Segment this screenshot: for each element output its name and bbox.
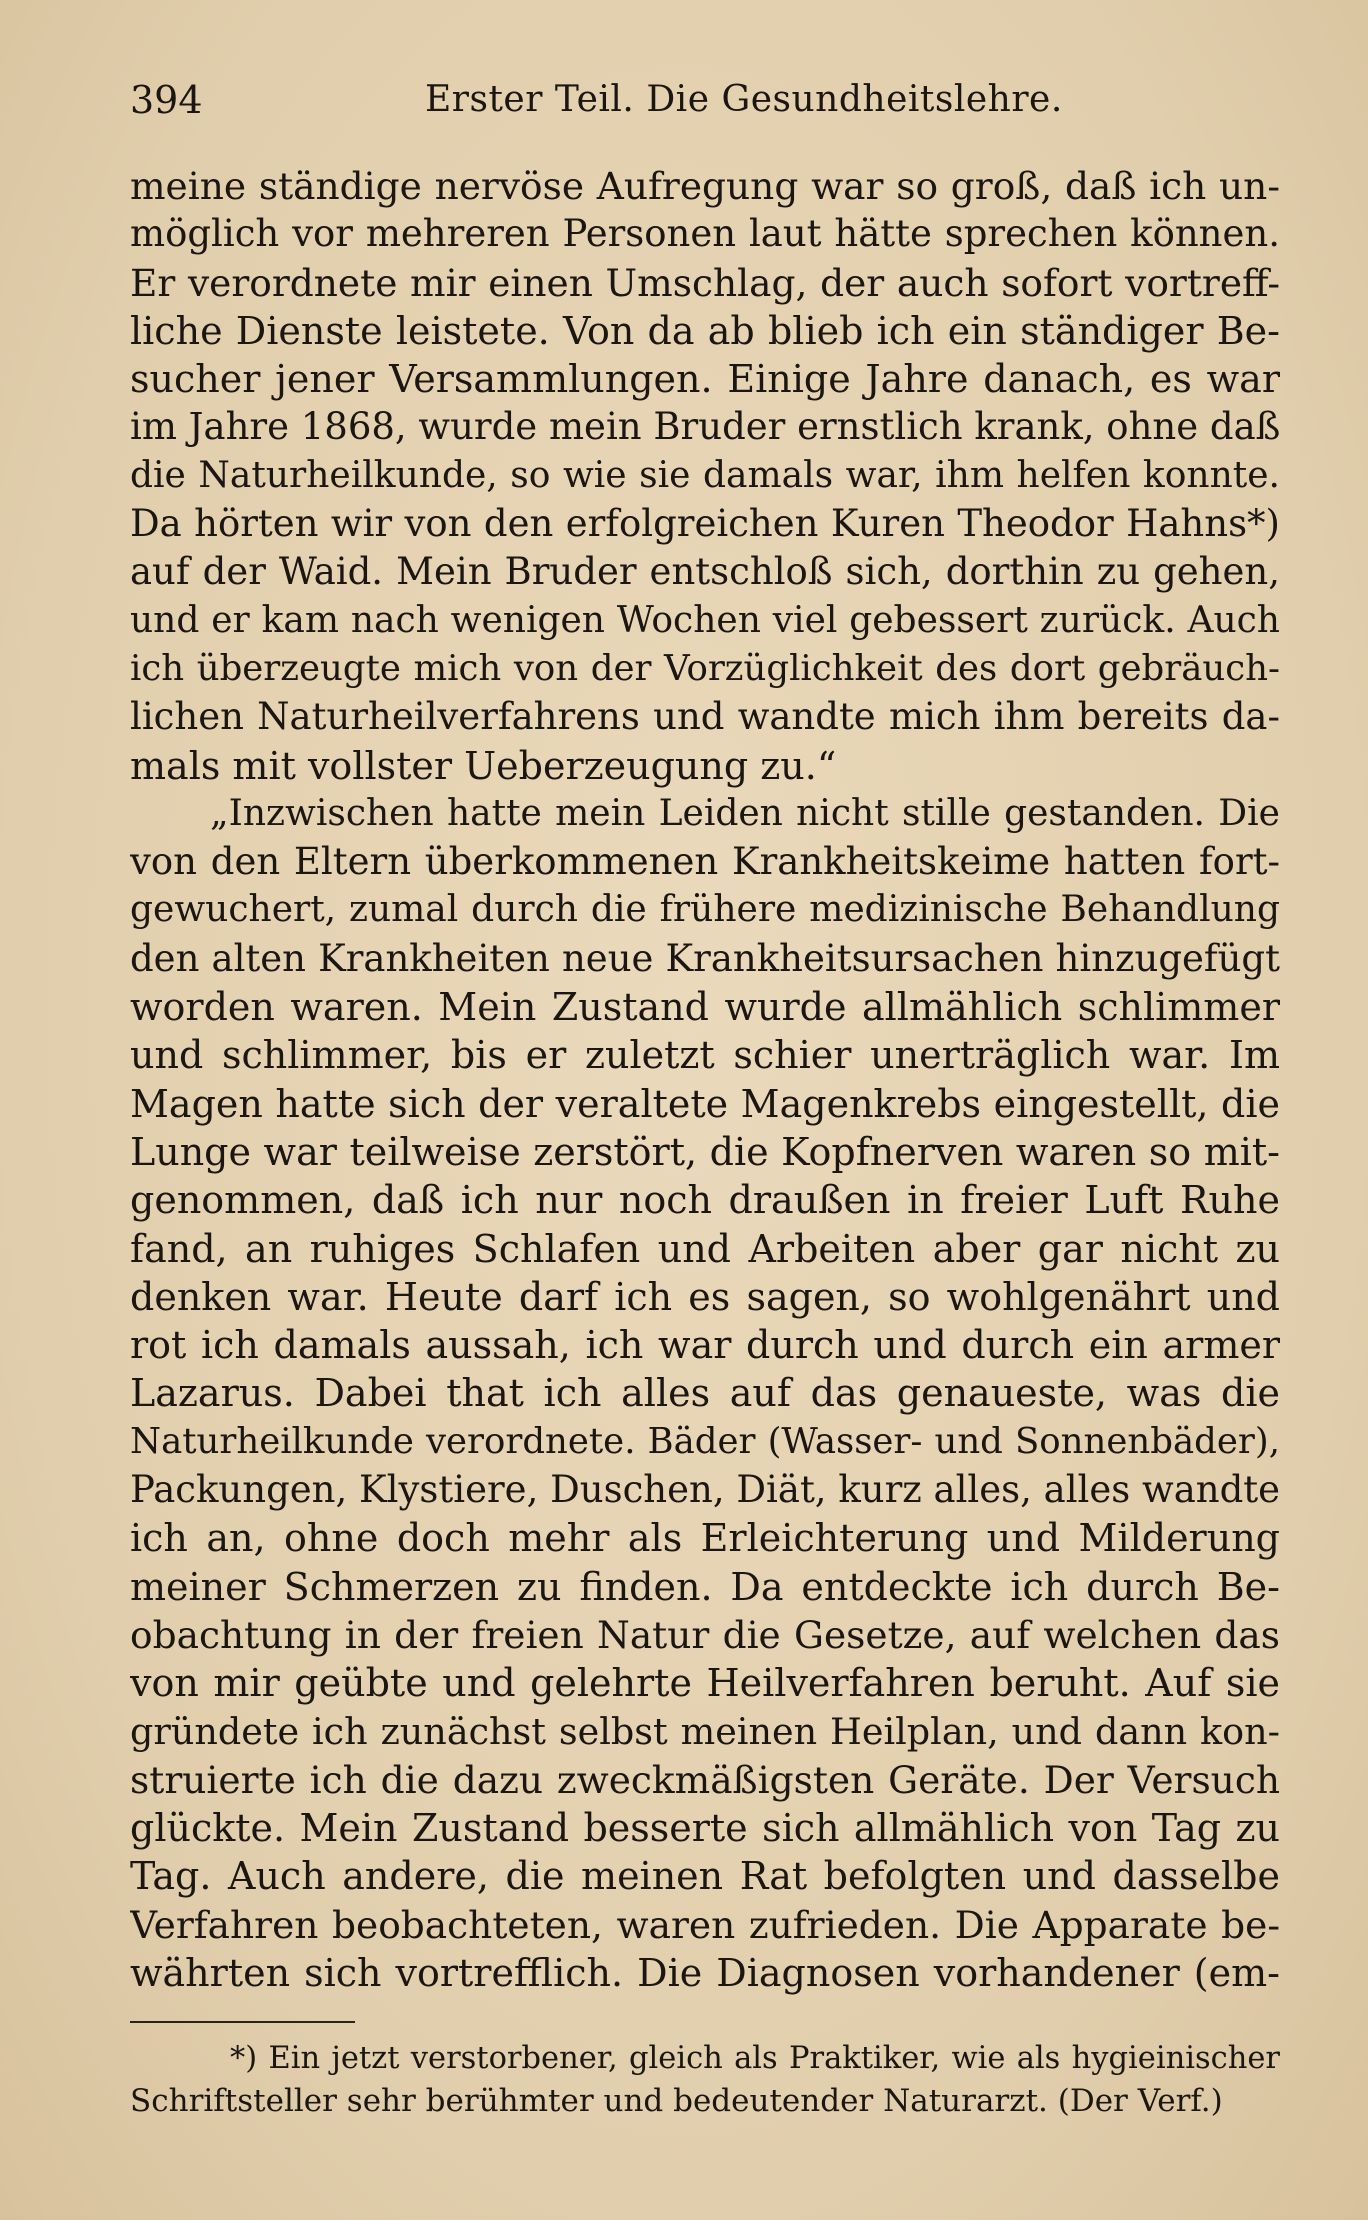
text-line: Er verordnete mir einen Umschlag, der auch sofort vortreff- [130, 260, 1280, 305]
text-line: Magen hatte sich der veraltete Magenkrebs eingestellt, die [130, 1081, 1280, 1126]
text-line: Lazarus. Dabei that ich alles auf das genaueste, was die [130, 1371, 1280, 1416]
text-line: die Naturheilkunde, so wie sie damals war, ihm helfen konnte. [130, 454, 1280, 496]
footnote-rule [130, 2021, 355, 2023]
text-line: sucher jener Versammlungen. Einige Jahre danach, es war [130, 357, 1280, 402]
body-text [130, 162, 1280, 1997]
text-line: struierte ich die dazu zweckmäßigsten Geräte. Der Versuch [130, 1757, 1280, 1802]
text-line: gründete ich zunächst selbst meinen Heilplan, und dann kon- [130, 1709, 1280, 1753]
text-line: im Jahre 1868, wurde mein Bruder ernstlich krank, ohne daß [130, 405, 1280, 449]
text-line: fand, an ruhiges Schlafen und Arbeiten aber gar nicht zu [130, 1226, 1280, 1271]
text-line: von den Eltern überkommenen Krankheitskeime hatten fort- [130, 840, 1280, 884]
text-line: Packungen, Klystiere, Duschen, Diät, kurz alles, alles wandte [130, 1468, 1280, 1512]
text-line: Da hörten wir von den erfolgreichen Kuren Theodor Hahns*) [130, 502, 1280, 546]
text-line: möglich vor mehreren Personen laut hätte sprechen können. [130, 212, 1280, 256]
book-page [130, 70, 1280, 2170]
text-line: währten sich vortrefflich. Die Diagnosen vorhandener (em- [130, 1950, 1280, 1995]
text-line: „Inzwischen hatte mein Leiden nicht stille gestanden. Die [210, 792, 1280, 834]
text-line: worden waren. Mein Zustand wurde allmählich schlimmer [130, 985, 1280, 1030]
text-line: Lunge war teilweise zerstört, die Kopfnerven waren so mit- [130, 1129, 1280, 1174]
text-line: den alten Krankheiten neue Krankheitsursachen hinzugefügt [130, 936, 1280, 980]
text-line: denken war. Heute darf ich es sagen, so wohlgenährt und [130, 1274, 1280, 1319]
footnote-line: *) Ein jetzt verstorbener, gleich als Praktiker, wie als hygieinischer [230, 2041, 1280, 2076]
text-line: ich an, ohne doch mehr als Erleichterung und Milderung [130, 1516, 1280, 1561]
text-line: liche Dienste leistete. Von da ab blieb ich ein ständiger Be- [130, 308, 1280, 353]
text-line: Naturheilkunde verordnete. Bäder (Wasser- und Sonnenbäder), [130, 1420, 1280, 1462]
footnote [130, 2038, 1280, 2122]
text-line: Verfahren beobachteten, waren zufrieden. Die Apparate be- [130, 1902, 1280, 1947]
text-line: gewuchert, zumal durch die frühere medizinische Behandlung [130, 889, 1280, 931]
text-line: lichen Naturheilverfahrens und wandte mich ihm bereits da- [130, 695, 1280, 739]
text-line: und schlimmer, bis er zuletzt schier unerträglich war. Im [130, 1033, 1280, 1078]
footnote-line: Schriftsteller sehr berühmter und bedeutender Naturarzt. (Der Verf.) [130, 2083, 1223, 2119]
text-line: obachtung in der freien Natur die Gesetze, auf welchen das [130, 1612, 1280, 1657]
text-line: ich überzeugte mich von der Vorzüglichkeit des dort gebräuch- [130, 647, 1280, 689]
text-line: von mir geübte und gelehrte Heilverfahren beruht. Auf sie [130, 1661, 1280, 1706]
text-line: genommen, daß ich nur noch draußen in freier Luft Ruhe [130, 1178, 1280, 1223]
text-line: meiner Schmerzen zu finden. Da entdeckte ich durch Be- [130, 1564, 1280, 1609]
page-header [130, 70, 1280, 130]
text-line: mals mit vollster Ueberzeugung zu.“ [130, 743, 837, 788]
page-number: 394 [130, 78, 203, 122]
text-line: glückte. Mein Zustand besserte sich allmählich von Tag zu [130, 1806, 1280, 1851]
text-line: Tag. Auch andere, die meinen Rat befolgten und dasselbe [130, 1854, 1280, 1899]
text-line: und er kam nach wenigen Wochen viel gebessert zurück. Auch [130, 599, 1280, 641]
text-line: auf der Waid. Mein Bruder entschloß sich, dorthin zu gehen, [130, 550, 1280, 594]
running-head: Erster Teil. Die Gesundheitslehre. [425, 79, 1063, 120]
text-line: meine ständige nervöse Aufregung war so groß, daß ich un- [130, 164, 1280, 208]
text-line: rot ich damals aussah, ich war durch und durch ein armer [130, 1323, 1280, 1368]
